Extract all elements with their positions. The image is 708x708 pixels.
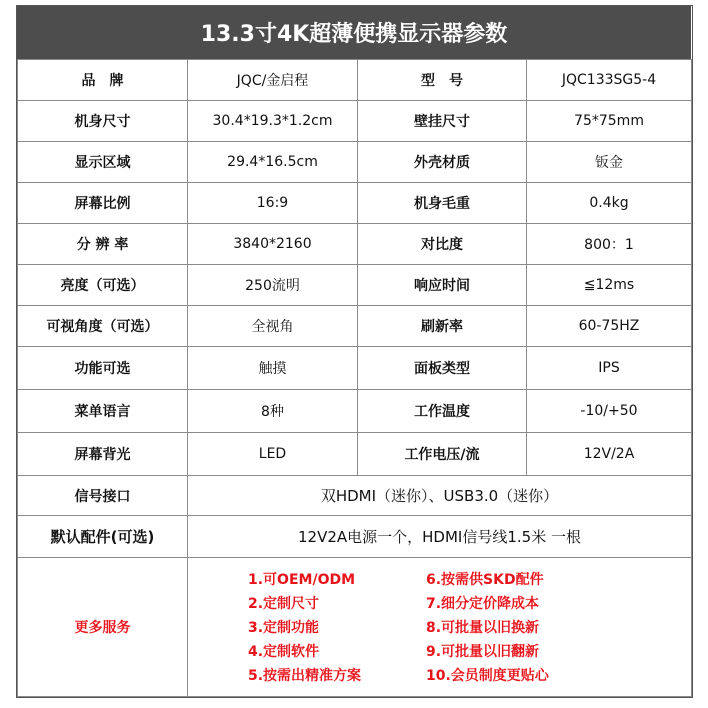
spec-value: 全视角	[188, 306, 358, 347]
table-row	[18, 390, 692, 433]
signal-label: 信号接口	[18, 476, 188, 516]
service-item: 5.按需出精准方案	[248, 668, 362, 684]
spec-value: 250流明	[188, 265, 358, 306]
service-item: 9.可批量以旧翻新	[426, 644, 540, 660]
spec-label: 型 号	[358, 60, 527, 101]
signal-value: 双HDMI（迷你）、USB3.0（迷你）	[188, 476, 692, 516]
spec-label: 分 辨 率	[18, 224, 188, 265]
sheet-title: 13.3寸4K超薄便携显示器参数	[17, 6, 691, 59]
table-row	[18, 183, 692, 224]
spec-label: 屏幕背光	[18, 433, 188, 476]
spec-value: 75*75mm	[527, 101, 692, 142]
table-row-accessories	[18, 516, 692, 558]
spec-value: 12V/2A	[527, 433, 692, 476]
spec-label: 屏幕比例	[18, 183, 188, 224]
spec-value: 触摸	[188, 347, 358, 390]
services-cell	[188, 558, 692, 697]
table-row-signal	[18, 476, 692, 516]
spec-value: 16:9	[188, 183, 358, 224]
spec-value: 60-75HZ	[527, 306, 692, 347]
spec-label: 响应时间	[358, 265, 527, 306]
spec-label: 外壳材质	[358, 142, 527, 183]
table-row	[18, 306, 692, 347]
service-item: 6.按需供SKD配件	[426, 572, 544, 588]
spec-value: 3840*2160	[188, 224, 358, 265]
services-label: 更多服务	[18, 558, 188, 697]
table-row	[18, 142, 692, 183]
table-row-services	[18, 558, 692, 697]
spec-value: 29.4*16.5cm	[188, 142, 358, 183]
spec-value: ≦12ms	[527, 265, 692, 306]
accessories-value: 12V2A电源一个，HDMI信号线1.5米 一根	[188, 516, 692, 558]
spec-sheet	[16, 5, 693, 698]
spec-label: 壁挂尺寸	[358, 101, 527, 142]
spec-value: 30.4*19.3*1.2cm	[188, 101, 358, 142]
spec-label: 机身毛重	[358, 183, 527, 224]
table-row	[18, 60, 692, 101]
spec-label: 菜单语言	[18, 390, 188, 433]
spec-value: 800：1	[527, 224, 692, 265]
spec-value: 8种	[188, 390, 358, 433]
spec-value: 钣金	[527, 142, 692, 183]
spec-value: IPS	[527, 347, 692, 390]
table-row	[18, 224, 692, 265]
spec-value: 0.4kg	[527, 183, 692, 224]
spec-label: 工作温度	[358, 390, 527, 433]
spec-label: 工作电压/流	[358, 433, 527, 476]
table-row	[18, 101, 692, 142]
spec-label: 亮度（可选）	[18, 265, 188, 306]
service-item: 2.定制尺寸	[248, 596, 320, 612]
service-item: 10.会员制度更贴心	[426, 668, 549, 684]
service-item: 4.定制软件	[248, 644, 320, 660]
table-row	[18, 433, 692, 476]
service-item: 7.细分定价降成本	[426, 596, 540, 612]
spec-label: 刷新率	[358, 306, 527, 347]
service-item: 1.可OEM/ODM	[248, 572, 356, 588]
accessories-label: 默认配件(可选)	[18, 516, 188, 558]
service-item: 8.可批量以旧换新	[426, 620, 540, 636]
spec-label: 面板类型	[358, 347, 527, 390]
spec-value: JQC133SG5-4	[527, 60, 692, 101]
service-item: 3.定制功能	[248, 620, 320, 636]
spec-value: -10/+50	[527, 390, 692, 433]
spec-value: JQC/金启程	[188, 60, 358, 101]
spec-label: 对比度	[358, 224, 527, 265]
spec-value: LED	[188, 433, 358, 476]
services-left-list	[248, 568, 361, 688]
spec-label: 显示区域	[18, 142, 188, 183]
spec-label: 机身尺寸	[18, 101, 188, 142]
spec-label: 功能可选	[18, 347, 188, 390]
spec-label: 品 牌	[18, 60, 188, 101]
services-right-list	[426, 568, 549, 688]
spec-table	[17, 59, 692, 697]
table-row	[18, 265, 692, 306]
spec-label: 可视角度（可选）	[18, 306, 188, 347]
table-row	[18, 347, 692, 390]
